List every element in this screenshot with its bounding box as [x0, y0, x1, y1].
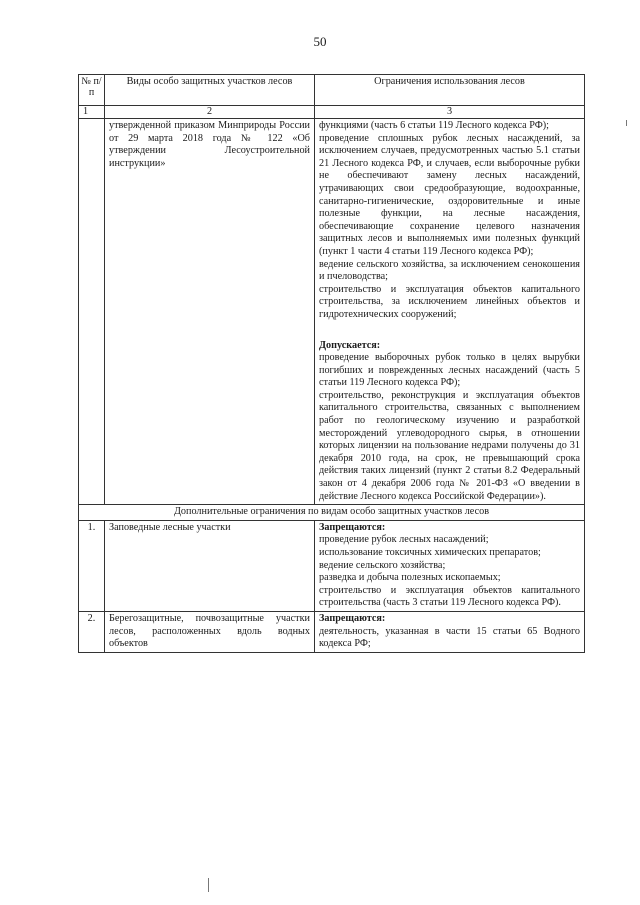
page-number: 50 — [313, 34, 327, 49]
table-row — [79, 611, 585, 652]
restriction-line: проведение рубок лесных насаждений; — [319, 534, 489, 546]
row-num: 2. — [79, 611, 105, 652]
restriction-line: проведение сплошных рубок лесных насаждений, за исключением случаев, предусмотренных частью 5.1 статьи 21 Лесного кодекса РФ, и случаев, если выборочные рубки не обеспечивают замену лесных насаждений, утрачивающих свои средообразующие, водоохранные, санитарно-гигиенические, оздоровительные и иные полезные функции, на лесные насаждения, обеспечивающие сохранение целевого назначения защитных лесов и выполняемых ими полезных функций (пункт 1 части 4 статьи 119 Лесного кодекса РФ); — [319, 132, 580, 257]
header-kind: Виды особо защитных участков лесов — [105, 75, 315, 106]
row-num: 1. — [79, 520, 105, 611]
restriction-line: деятельность, указанная в части 15 статьи 65 Водного кодекса РФ; — [319, 625, 580, 650]
table-row — [79, 119, 585, 505]
header-num: № п/п — [79, 75, 105, 106]
restriction-line: строительство и эксплуатация объектов капитального строительства (часть 3 статьи 119 Лесного кодекса РФ). — [319, 584, 580, 609]
row-kind: Заповедные лесные участки — [105, 520, 315, 611]
section-title-row — [79, 505, 585, 521]
scan-mark — [208, 878, 209, 892]
restriction-line: использование токсичных химических препаратов; — [319, 547, 541, 558]
scan-mark — [626, 120, 627, 126]
header-restrictions: Ограничения использования лесов — [315, 75, 585, 106]
restriction-line: функциями (часть 6 статьи 119 Лесного кодекса РФ); — [319, 120, 549, 131]
spacer — [319, 322, 580, 340]
allowed-line: строительство, реконструкция и эксплуатация объектов капитального строительства, связанных с выполнением работ по геологическому изучению и разработкой месторождений углеводородного сырья, в отношении которых лицензии на пользование недрами получены до 31 декабря 2010 года, на срок, не превышающий срока действия таких лицензий (пункт 2 статьи 8.2 Федеральный закон от 4 декабря 2006 года № 201-ФЗ «О введении в действие Лесного кодекса Российской Федерации»). — [319, 389, 580, 502]
table-header-row — [79, 75, 585, 106]
column-number-1: 1 — [79, 106, 105, 119]
row-restrictions-cell — [315, 611, 585, 652]
prohibited-heading: Запрещаются: — [319, 521, 386, 533]
column-number-2: 2 — [105, 106, 315, 119]
row-restrictions-cell — [315, 119, 585, 505]
table-row — [79, 520, 585, 611]
restriction-line: строительство и эксплуатация объектов капитального строительства, за исключением линейных объектов и гидротехнических сооружений; — [319, 283, 580, 320]
section-title: Дополнительные ограничения по видам особо защитных участков лесов — [79, 505, 585, 521]
restrictions-table — [78, 74, 585, 653]
prohibited-heading: Запрещаются: — [319, 612, 386, 624]
column-number-row — [79, 106, 585, 119]
row-kind-cell: утвержденной приказом Минприроды России от 29 марта 2018 года № 122 «Об утверждении Лесоустроительной инструкции» — [105, 119, 315, 505]
restriction-line: ведение сельского хозяйства, за исключением сенокошения и пчеловодства; — [319, 258, 580, 283]
allowed-line: проведение выборочных рубок только в целях вырубки погибших и поврежденных лесных насаждений (часть 5 статьи 119 Лесного кодекса РФ); — [319, 352, 580, 389]
column-number-3: 3 — [315, 106, 585, 119]
restriction-line: ведение сельского хозяйства; — [319, 559, 446, 571]
allowed-heading: Допускается: — [319, 339, 381, 351]
row-num-cell — [79, 119, 105, 505]
row-restrictions-cell — [315, 520, 585, 611]
row-kind: Берегозащитные, почвозащитные участки лесов, расположенных вдоль водных объектов — [105, 611, 315, 652]
restriction-line: разведка и добыча полезных ископаемых; — [319, 572, 501, 584]
